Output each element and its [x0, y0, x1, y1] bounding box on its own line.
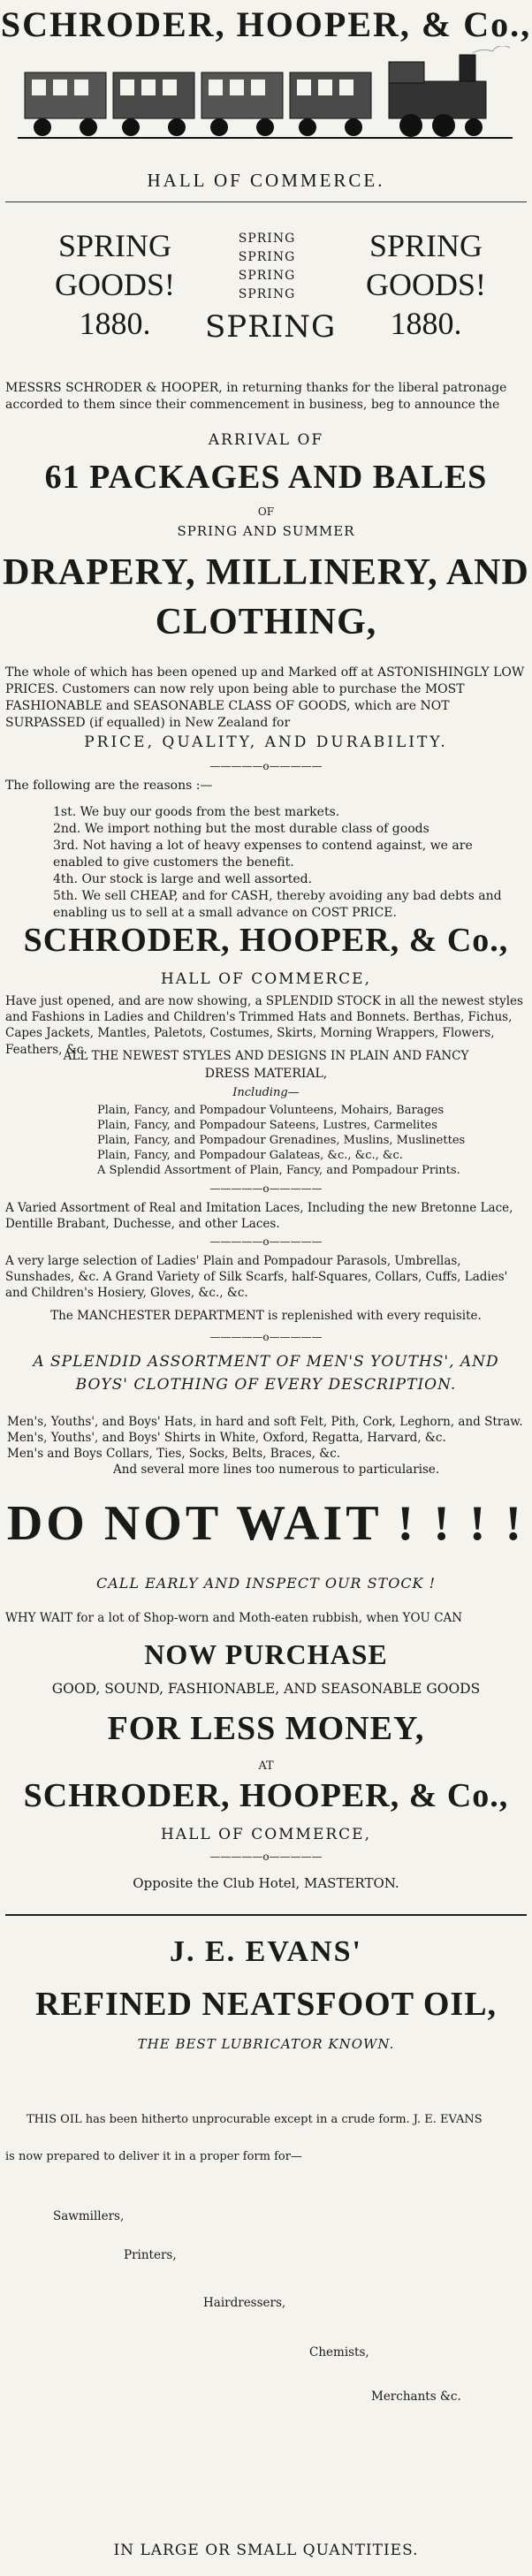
evans-name: J. E. EVANS': [170, 1935, 362, 1968]
spring-right-line2: GOODS!: [365, 267, 486, 302]
dress-item: Plain, Fancy, and Pompadour Volunteens, Mohairs, Barages: [97, 1104, 445, 1117]
dress-material-list: [97, 1103, 521, 1178]
header-hall-of-commerce: HALL OF COMMERCE.: [147, 170, 385, 191]
ornament-divider-4: —————o—————: [209, 1331, 323, 1343]
drapery-millinery-heading: DRAPERY, MILLINERY, AND: [3, 552, 529, 593]
locomotive-body: [389, 81, 486, 118]
marked-paragraph: The whole of which has been opened up and Marked off at ASTONISHINGLY LOW PRICES. Customers can now rely upon being able to purchase the MOST FASHIONABLE and SEASONABLE CLASS OF GOODS, which are NOT SURPASSED (if equalled) in New Zealand for: [5, 665, 525, 730]
large-or-small: IN LARGE OR SMALL QUANTITIES.: [113, 2542, 419, 2559]
header-firm-name: SCHRODER, HOOPER, & Co.,: [0, 4, 532, 44]
for-less-money: FOR LESS MONEY,: [107, 1710, 425, 1747]
cta-firm-name: SCHRODER, HOOPER, & Co.,: [23, 1777, 509, 1814]
dress-material: DRESS MATERIAL,: [204, 1067, 328, 1081]
reason-item: 5th. We sell CHEAP, and for CASH, thereby avoiding any bad debts and enabling us to sell at a small advance on COST PRICE.: [53, 889, 502, 920]
reasons-heading: The following are the reasons :—: [5, 779, 213, 793]
use-hairdressers: Hairdressers,: [203, 2296, 286, 2310]
ornament-divider-2: —————o—————: [209, 1182, 323, 1195]
train-illustration: [18, 46, 513, 152]
use-sawmillers: Sawmillers,: [53, 2209, 125, 2223]
arrival-of: ARRIVAL OF: [208, 431, 324, 449]
clothing-heading: CLOTHING,: [155, 602, 377, 642]
at-label: AT: [258, 1759, 274, 1773]
clothing-item: Men's, Youths', and Boys' Hats, in hard and soft Felt, Pith, Cork, Leghorn, and Straw.: [7, 1415, 523, 1429]
section2-hall: HALL OF COMMERCE,: [160, 970, 371, 988]
spring-left-line1: SPRING: [57, 228, 172, 263]
locomotive-chimney: [460, 55, 475, 81]
cta-hall: HALL OF COMMERCE,: [160, 1826, 371, 1843]
spring-middle-line2: SPRING: [238, 250, 296, 264]
ornament-divider-1: —————o—————: [209, 760, 323, 772]
laces-paragraph: A Varied Assortment of Real and Imitation Laces, Including the new Bretonne Lace, Dentille Brabant, Duchesse, and other Laces.: [5, 1201, 513, 1232]
good-sound-goods: GOOD, SOUND, FASHIONABLE, AND SEASONABLE GOODS: [51, 1681, 481, 1697]
evans-text-2: is now prepared to deliver it in a proper form for—: [5, 2150, 302, 2163]
evans-uses: [0, 2209, 532, 2474]
price-quality-durability: PRICE, QUALITY, AND DURABILITY.: [84, 733, 448, 751]
clothing-headline: A SPLENDID ASSORTMENT OF MEN'S YOUTHS', AND BOYS' CLOTHING OF EVERY DESCRIPTION.: [33, 1353, 499, 1394]
section2-firm-name: SCHRODER, HOOPER, & Co.,: [23, 922, 509, 959]
newest-styles: ALL THE NEWEST STYLES AND DESIGNS IN PLAIN AND FANCY: [63, 1049, 469, 1063]
intro-paragraph: MESSRS SCHRODER & HOOPER, in returning thanks for the liberal patronage accorded to them since their commencement in business, beg to announce the: [5, 381, 507, 412]
of-label: OF: [257, 505, 275, 518]
clothing-item: Men's, Youths', and Boys' Shirts in White, Oxford, Regatta, Harvard, &c.: [7, 1431, 446, 1445]
spring-right: [338, 226, 514, 343]
spring-left: [35, 226, 194, 343]
dress-item: Plain, Fancy, and Pompadour Sateens, Lustres, Carmelites: [97, 1119, 437, 1132]
spring-middle-line3: SPRING: [238, 269, 296, 283]
locomotive-cab: [389, 62, 424, 83]
now-purchase: NOW PURCHASE: [144, 1638, 388, 1670]
use-printers: Printers,: [124, 2248, 177, 2262]
dress-item: Plain, Fancy, and Pompadour Galateas, &c., &c., &c.: [97, 1149, 403, 1162]
opposite-club-hotel: Opposite the Club Hotel, MASTERTON.: [133, 1875, 399, 1891]
spring-middle-bottom: SPRING: [205, 309, 337, 345]
section-rule: [5, 1914, 527, 1916]
use-merchants: Merchants &c.: [371, 2390, 461, 2404]
spring-middle: [205, 230, 337, 346]
section2-paragraph: Have just opened, and are now showing, a SPLENDID STOCK in all the newest styles and Fashions in Ladies and Children's Trimmed Hats and Bonnets. Berthas, Fichus, Capes Jackets, Mantles, Paletots, Costumes, Skirts, Morning Wrappers, Flowers, Feathers, &c.: [5, 994, 523, 1057]
ornament-divider-3: —————o—————: [209, 1235, 323, 1248]
clothing-item: And several more lines too numerous to particularise.: [113, 1463, 440, 1477]
reasons-list: [53, 804, 521, 922]
spring-middle-line4: SPRING: [238, 287, 296, 301]
reason-item: 2nd. We import nothing but the most durable class of goods: [53, 822, 429, 836]
manchester-department: The MANCHESTER DEPARTMENT is replenished with every requisite.: [50, 1309, 482, 1323]
spring-and-summer: SPRING AND SUMMER: [177, 523, 355, 539]
packages-and-bales: 61 PACKAGES AND BALES: [44, 459, 488, 496]
spring-goods-banner: [0, 226, 532, 350]
reason-item: 1st. We buy our goods from the best markets.: [53, 805, 340, 819]
spring-right-line1: SPRING: [369, 228, 483, 263]
clothing-list: [7, 1414, 525, 1478]
spring-middle-line1: SPRING: [238, 232, 296, 246]
spring-right-line3: 1880.: [390, 306, 462, 341]
reason-item: 4th. Our stock is large and well assorted.: [53, 872, 313, 886]
why-wait: WHY WAIT for a lot of Shop-worn and Moth-eaten rubbish, when YOU CAN: [5, 1611, 463, 1625]
do-not-wait: DO NOT WAIT ! ! ! !: [6, 1496, 526, 1551]
call-early: CALL EARLY AND INSPECT OUR STOCK !: [95, 1575, 437, 1592]
parasols-paragraph: A very large selection of Ladies' Plain and Pompadour Parasols, Umbrellas, Sunshades, &c. A Grand Variety of Silk Scarfs, half-Squares, Collars, Cuffs, Ladies' and Children's Hosiery, Gloves, &c., &c.: [5, 1254, 508, 1301]
evans-text-1: THIS OIL has been hitherto unprocurable except in a crude form. J. E. EVANS: [27, 2113, 483, 2126]
dress-item: A Splendid Assortment of Plain, Fancy, and Pompadour Prints.: [97, 1164, 460, 1177]
including-label: Including—: [232, 1086, 300, 1099]
spring-left-line2: GOODS!: [54, 267, 175, 302]
ornament-divider-5: —————o—————: [209, 1850, 323, 1863]
dress-item: Plain, Fancy, and Pompadour Grenadines, Muslins, Muslinettes: [97, 1134, 466, 1147]
use-chemists: Chemists,: [309, 2345, 369, 2359]
clothing-item: Men's and Boys Collars, Ties, Socks, Belts, Braces, &c.: [7, 1447, 341, 1461]
spring-left-line3: 1880.: [79, 306, 151, 341]
best-lubricator: THE BEST LUBRICATOR KNOWN.: [137, 2036, 395, 2052]
reason-item: 3rd. Not having a lot of heavy expenses to contend against, we are enabled to give customers the benefit.: [53, 839, 473, 870]
neatsfoot-oil: REFINED NEATSFOOT OIL,: [34, 1986, 498, 2023]
